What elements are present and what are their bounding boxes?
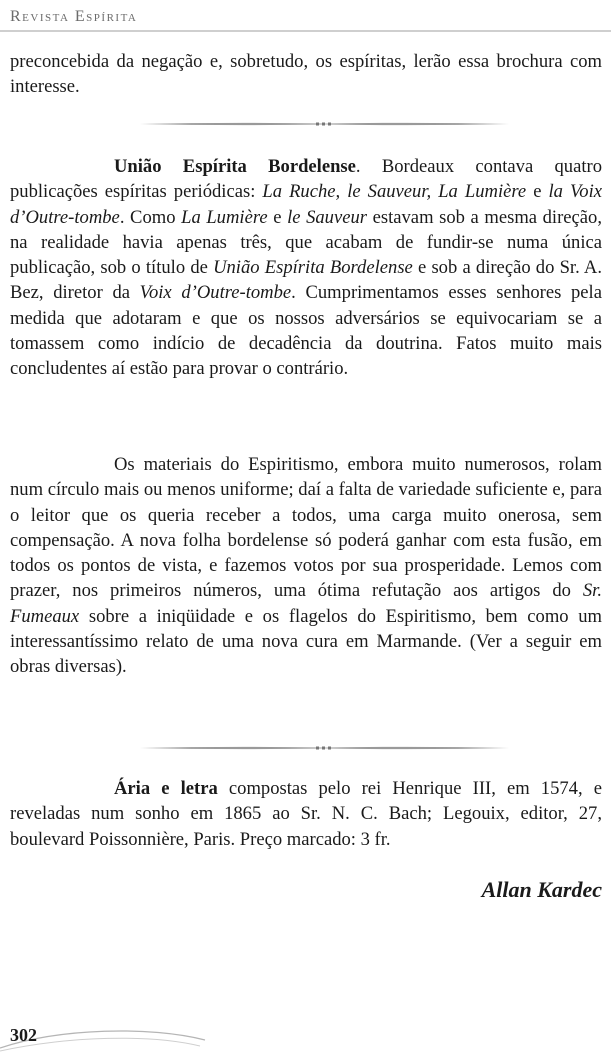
paragraph-continuation [10, 49, 602, 100]
section-divider-1 [140, 119, 510, 129]
paragraph-continuation-text: preconcebida da negação e, sobretudo, os espíritas, lerão essa brochura com interesse. [10, 51, 602, 98]
heading-aria-e-letra: Ária e letra [114, 778, 218, 799]
header-rule [0, 30, 611, 32]
heading-uniao-espirita: União Espírita Bordelense [114, 156, 356, 177]
paragraph-materiais: Os materiais do Espiritismo, embora muito numerosos, rolam num círculo mais ou menos uniforme; daí a falta de variedade suficiente e, para o leitor que os queria receber a todos, uma carga muito onerosa, sem compensação. A nova folha bordelense só poderá ganhar com esta fusão, em todos os pontos de vista, e fazemos votos por sua prosperidade. Lemos com prazer, nos primeiros números, uma ótima refutação aos artigos do Sr. Fumeaux sobre a iniqüidade e os flagelos do Espiritismo, bem como um interessantíssimo relato de uma nova cura em Marmande. (Ver a seguir em obras diversas). [10, 454, 602, 678]
author-signature: Allan Kardec [481, 877, 602, 902]
paragraph-aria-e-letra: Ária e letra compostas pelo rei Henrique III, em 1574, e reveladas num sonho em 1865 ao Sr. N. C. Bach; Legouix, editor, 27, boulevard Poissonnière, Paris. Preço marcado: 3 fr. [10, 778, 602, 850]
paragraph-uniao-espirita: União Espírita Bordelense. Bordeaux contava quatro publicações espíritas periódicas: La Ruche, le Sauveur, La Lumière e la Voix d’Outre-tombe. Como La Lumière e le Sauveur estavam sob a mesma direção, na realidade havia apenas três, que acabam de fundir-se numa única publicação, sob o título de União Espírita Bordelense e sob a direção do Sr. A. Bez, diretor da Voix d’Outre-tombe. Cumprimentamos esses senhores pela medida que adotaram e que os nossos adversários se equivocariam se a tomassem como indício de decadência da doutrina. Fatos muito mais concludentes aí estão para provar o contrário. [10, 156, 603, 380]
page-number: 302 [10, 1025, 37, 1045]
running-head-title: Revista Espírita [10, 8, 138, 25]
section-divider-2 [140, 743, 510, 753]
